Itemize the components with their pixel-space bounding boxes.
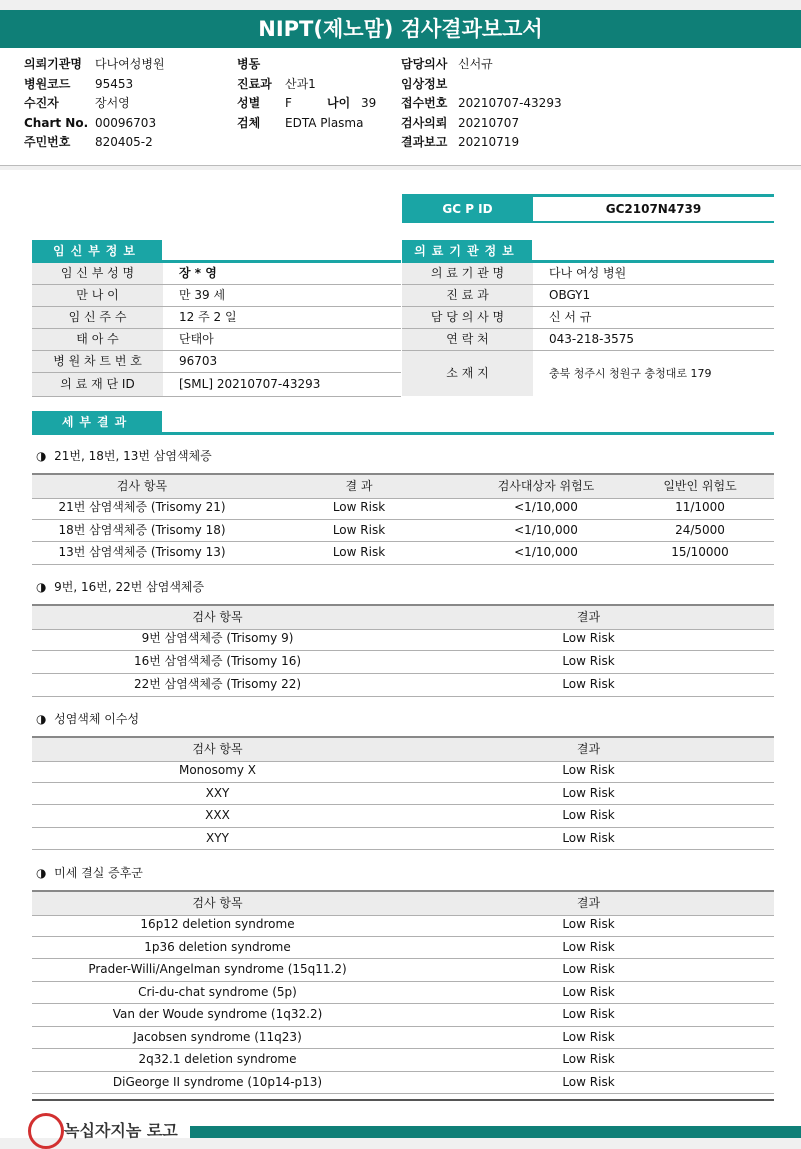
company-logo-icon: [28, 1113, 64, 1149]
pregnant-info-table: [32, 263, 401, 397]
section-title: ◑ 성염색체 이수성: [36, 712, 140, 726]
info-row: 의 료 재 단 ID [SML] 20210707-43293: [32, 373, 401, 397]
report-paper: [0, 170, 801, 1138]
table-header-row: 검사 항목 결과: [32, 890, 774, 916]
table-row: 16번 삼염색체증 (Trisomy 16) Low Risk: [32, 650, 774, 674]
header-col-clinic: [237, 55, 376, 133]
header-col-patient: [24, 55, 165, 153]
table-row: Van der Woude syndrome (1q32.2) Low Risk: [32, 1003, 774, 1027]
table-row: Monosomy X Low Risk: [32, 759, 774, 783]
report-header: [0, 48, 801, 166]
table-row: 21번 삼염색체증 (Trisomy 21) Low Risk <1/10,000 11/1000: [32, 496, 774, 520]
half-circle-icon: ◑: [36, 580, 47, 594]
company-logo-text: 녹십자지놈 로고: [64, 1121, 178, 1140]
gcp-id-box: [402, 194, 774, 223]
info-row: 태 아 수 단태아: [32, 329, 401, 351]
trisomy-21-18-13-table: [32, 473, 774, 564]
header-field-receipt-no: 접수번호 20210707-43293: [401, 96, 562, 110]
header-field-institution: 의뢰기관명 다나여성병원: [24, 57, 165, 71]
table-row: 18번 삼염색체증 (Trisomy 18) Low Risk <1/10,000 24/5000: [32, 519, 774, 543]
details-rule: [32, 432, 774, 435]
table-row: Prader-Willi/Angelman syndrome (15q11.2) Low Risk: [32, 958, 774, 982]
info-row: 진 료 과 OBGY1: [402, 285, 774, 307]
gcp-id-label: GC P ID: [402, 197, 533, 221]
table-row: 9번 삼염색체증 (Trisomy 9) Low Risk: [32, 627, 774, 651]
section-title: ◑ 9번, 16번, 22번 삼염색체증: [36, 580, 205, 594]
table-row: XXY Low Risk: [32, 782, 774, 806]
section-title: ◑ 미세 결실 증후군: [36, 866, 143, 880]
header-field-clinical-info: 임상정보: [401, 76, 448, 91]
report-title: NIPT(제노맘) 검사결과보고서: [0, 10, 801, 48]
info-row: 병 원 차 트 번 호 96703: [32, 351, 401, 373]
microdeletion-table: [32, 890, 774, 1096]
header-field-report-date: 결과보고 20210719: [401, 135, 520, 149]
table-row: 22번 삼염색체증 (Trisomy 22) Low Risk: [32, 673, 774, 697]
table-row: XXX Low Risk: [32, 804, 774, 828]
trisomy-9-16-22-table: [32, 604, 774, 696]
sex-chromosome-table: [32, 736, 774, 850]
header-field-request-date: 검사의뢰 20210707: [401, 115, 520, 130]
header-field-sex-age: 성별 F 나이 39: [237, 96, 377, 110]
bottom-rule: [32, 1099, 774, 1101]
half-circle-icon: ◑: [36, 866, 47, 880]
table-row: 1p36 deletion syndrome Low Risk: [32, 936, 774, 960]
header-field-patient: 수진자 장서영: [24, 96, 130, 110]
table-row: 16p12 deletion syndrome Low Risk: [32, 913, 774, 937]
header-field-doctor: 담당의사 신서규: [401, 57, 493, 71]
table-header-row: 검사 항목 결 과 검사대상자 위험도 일반인 위험도: [32, 473, 774, 499]
info-row: 소 재 지 충북 청주시 청원구 충청대로 179: [402, 351, 774, 396]
info-row: 임 신 주 수 12 주 2 일: [32, 307, 401, 329]
header-field-chart-no: Chart No. 00096703: [24, 115, 157, 130]
table-row: DiGeorge II syndrome (10p14-p13) Low Risk: [32, 1071, 774, 1095]
header-field-hospital-code: 병원코드 95453: [24, 76, 134, 91]
table-row: XYY Low Risk: [32, 827, 774, 851]
header-field-department: 진료과 산과1: [237, 76, 316, 91]
info-row: 만 나 이 만 39 세: [32, 285, 401, 307]
header-field-resident-no: 주민번호 820405-2: [24, 135, 153, 149]
half-circle-icon: ◑: [36, 449, 47, 463]
pregnant-info-title: 임신부정보: [32, 240, 162, 262]
header-field-specimen: 검체 EDTA Plasma: [237, 115, 364, 130]
hospital-info-table: [402, 263, 774, 397]
half-circle-icon: ◑: [36, 712, 47, 726]
details-title: 세부결과: [32, 411, 162, 433]
table-row: 13번 삼염색체증 (Trisomy 13) Low Risk <1/10,000 15/10000: [32, 541, 774, 565]
hospital-info-title: 의료기관정보: [402, 240, 532, 262]
section-title: ◑ 21번, 18번, 13번 삼염색체증: [36, 449, 212, 463]
header-field-ward: 병동: [237, 57, 261, 71]
table-row: Cri-du-chat syndrome (5p) Low Risk: [32, 981, 774, 1005]
table-header-row: 검사 항목 결과: [32, 604, 774, 630]
info-row: 의 료 기 관 명 다나 여성 병원: [402, 263, 774, 285]
footer-strip: [190, 1126, 801, 1138]
info-row: 임 신 부 성 명 장 * 영: [32, 263, 401, 285]
info-row: 연 락 처 043-218-3575: [402, 329, 774, 351]
header-col-report: [401, 55, 562, 153]
table-row: Jacobsen syndrome (11q23) Low Risk: [32, 1026, 774, 1050]
table-row: 2q32.1 deletion syndrome Low Risk: [32, 1048, 774, 1072]
gcp-id-value: GC2107N4739: [605, 202, 702, 216]
info-row: 담 당 의 사 명 신 서 규: [402, 307, 774, 329]
table-header-row: 검사 항목 결과: [32, 736, 774, 762]
